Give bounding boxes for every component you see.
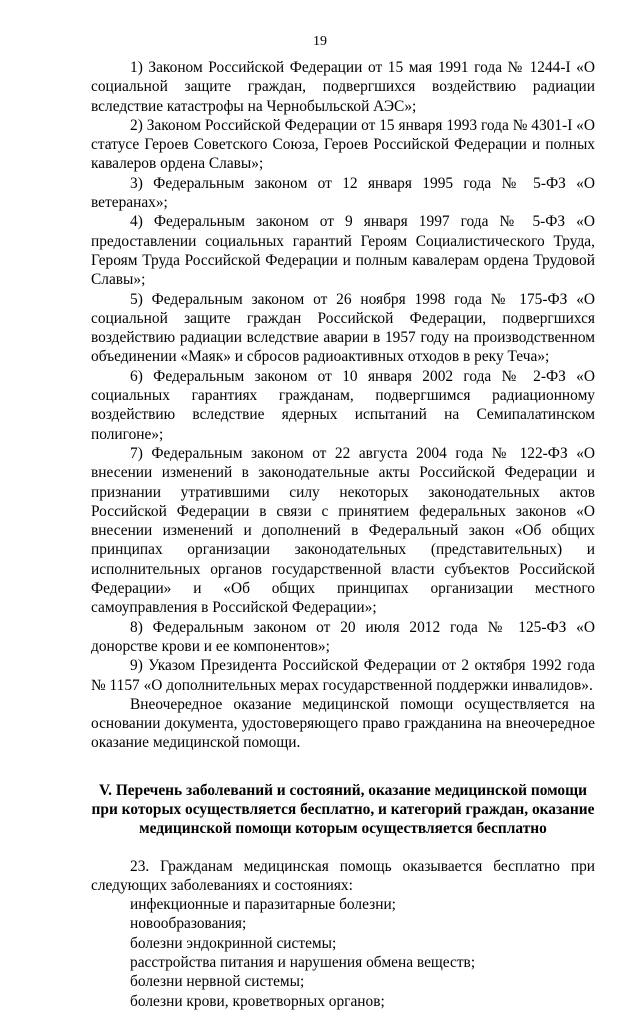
page-number: 19 xyxy=(313,34,327,49)
law-item-3: 3) Федеральным законом от 12 января 1995 года № 5-ФЗ «О ветеранах»; xyxy=(91,174,595,212)
condition-item: болезни эндокринной системы; xyxy=(130,934,337,952)
law-item-1: 1) Законом Российской Федерации от 15 мая 1991 года № 1244-I «О социальной защите граждан, подвергшихся воздействию радиации вследствие катастрофы на Чернобыльской АЭС»; xyxy=(91,59,595,115)
law-item-7: 7) Федеральным законом от 22 августа 2004 года № 122-ФЗ «О внесении изменений в законодательные акты Российской Федерации и признании утратившими силу некоторых законодательных актов Российской Федерации в связи с принятием федеральных законов «О внесении изменений и дополнений в Федеральный закон «Об общих принципах организации законодательных (представительных) и исполнительных органов государственной власти субъектов Российской Федерации» и «Об общих принципах организации местного самоуправления в Российской Федерации»; xyxy=(91,444,595,617)
section-heading: V. Перечень заболеваний и состояний, оказание медицинской помощи при которых осуществляется бесплатно, и категорий граждан, оказание медицинской помощи которым осуществляется бесплатно xyxy=(91,781,595,838)
condition-item: инфекционные и паразитарные болезни; xyxy=(130,896,396,914)
condition-item: новообразования; xyxy=(130,915,247,933)
law-item-5: 5) Федеральным законом от 26 ноября 1998 года № 175-ФЗ «О социальной защите граждан Российской Федерации, подвергшихся воздействию радиации вследствие аварии в 1957 году на производственном объединении «Маяк» и сбросов радиоактивных отходов в реку Теча»; xyxy=(91,290,595,366)
condition-item: болезни крови, кроветворных органов; xyxy=(130,992,385,1010)
law-item-4: 4) Федеральным законом от 9 января 1997 года № 5-ФЗ «О предоставлении социальных гарантий Героям Социалистического Труда, Героям Труда Российской Федерации и полным кавалерам ордена Трудовой Славы»; xyxy=(91,213,595,289)
document-body xyxy=(91,58,595,1011)
extraordinary-care-note: Внеочередное оказание медицинской помощи осуществляется на основании документа, удостоверяющего право гражданина на внеочередное оказание медицинской помощи. xyxy=(91,695,595,752)
law-item-9: 9) Указом Президента Российской Федерации от 2 октября 1992 года № 1157 «О дополнительных мерах государственной поддержки инвалидов». xyxy=(91,657,595,694)
condition-item: расстройства питания и нарушения обмена веществ; xyxy=(130,954,476,972)
law-item-6: 6) Федеральным законом от 10 января 2002 года № 2-ФЗ «О социальных гарантиях гражданам, подвергшимся радиационному воздействию вследствие ядерных испытаний на Семипалатинском полигоне»; xyxy=(91,367,595,443)
condition-item: болезни нервной системы; xyxy=(130,973,305,991)
law-item-8: 8) Федеральным законом от 20 июля 2012 года № 125-ФЗ «О донорстве крови и ее компонентов»; xyxy=(91,618,595,655)
item-23-intro: 23. Гражданам медицинская помощь оказывается бесплатно при следующих заболеваниях и состояниях: xyxy=(91,857,595,894)
law-item-2: 2) Законом Российской Федерации от 15 января 1993 года № 4301-I «О статусе Героев Советского Союза, Героев Российской Федерации и полных кавалеров ордена Славы»; xyxy=(91,116,595,173)
